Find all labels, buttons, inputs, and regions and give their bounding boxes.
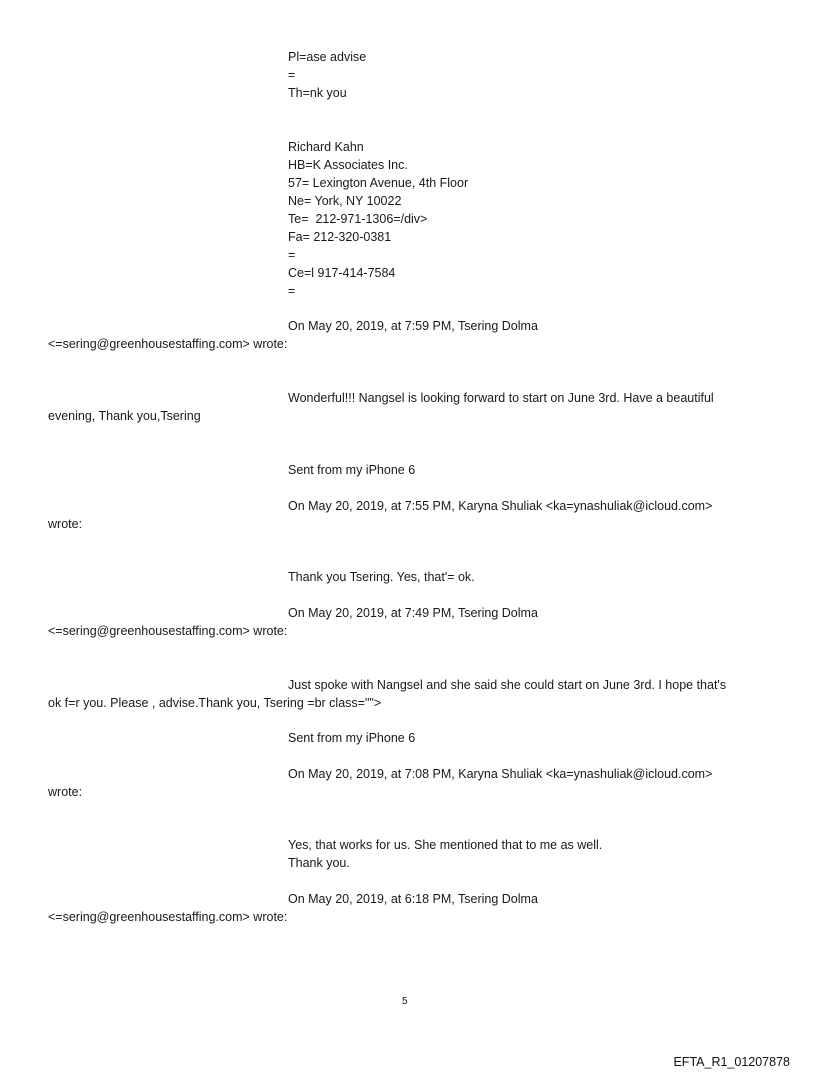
page-number: 5	[402, 996, 408, 1007]
sent-from: Sent from my iPhone 6	[288, 463, 416, 477]
message-header-cont: <=sering@greenhousestaffing.com> wrote:	[48, 337, 288, 351]
message-body-cont: Thank you.	[288, 856, 350, 870]
signature-company: HB=K Associates Inc.	[288, 158, 408, 172]
message-header: On May 20, 2019, at 7:49 PM, Tsering Dolma	[288, 606, 538, 620]
message-header-cont: wrote:	[48, 517, 83, 531]
message-body: Wonderful!!! Nangsel is looking forward to start on June 3rd. Have a beautiful	[288, 391, 714, 405]
message-body-cont: evening, Thank you,Tsering	[48, 409, 201, 423]
closing-eq: =	[288, 68, 296, 82]
signature-fax: Fa= 212-320-0381	[288, 230, 392, 244]
closing-thank-you: Th=nk you	[288, 86, 347, 100]
signature-address1: 57= Lexington Avenue, 4th Floor	[288, 176, 469, 190]
message-header: On May 20, 2019, at 6:18 PM, Tsering Dolma	[288, 892, 538, 906]
signature-eq: =	[288, 284, 296, 298]
message-body: Yes, that works for us. She mentioned that to me as well.	[288, 838, 603, 852]
signature-eq: =	[288, 248, 296, 262]
document-id: EFTA_R1_01207878	[673, 1055, 790, 1069]
signature-tel: Te= 212-971-1306=/div>	[288, 212, 428, 226]
message-body: Thank you Tsering. Yes, that'= ok.	[288, 570, 475, 584]
signature-name: Richard Kahn	[288, 140, 364, 154]
message-header: On May 20, 2019, at 7:08 PM, Karyna Shuliak <ka=ynashuliak@icloud.com>	[288, 767, 713, 781]
message-body-cont: ok f=r you. Please , advise.Thank you, Tsering =br class="">	[48, 696, 382, 710]
message-body: Just spoke with Nangsel and she said she could start on June 3rd. I hope that's	[288, 678, 727, 692]
message-header: On May 20, 2019, at 7:55 PM, Karyna Shuliak <ka=ynashuliak@icloud.com>	[288, 499, 713, 513]
message-header-cont: <=sering@greenhousestaffing.com> wrote:	[48, 624, 288, 638]
message-header-cont: wrote:	[48, 785, 83, 799]
closing-please-advise: Pl=ase advise	[288, 50, 367, 64]
signature-address2: Ne= York, NY 10022	[288, 194, 402, 208]
sent-from: Sent from my iPhone 6	[288, 731, 416, 745]
message-header-cont: <=sering@greenhousestaffing.com> wrote:	[48, 910, 288, 924]
signature-cell: Ce=l 917-414-7584	[288, 266, 396, 280]
message-header: On May 20, 2019, at 7:59 PM, Tsering Dolma	[288, 319, 538, 333]
